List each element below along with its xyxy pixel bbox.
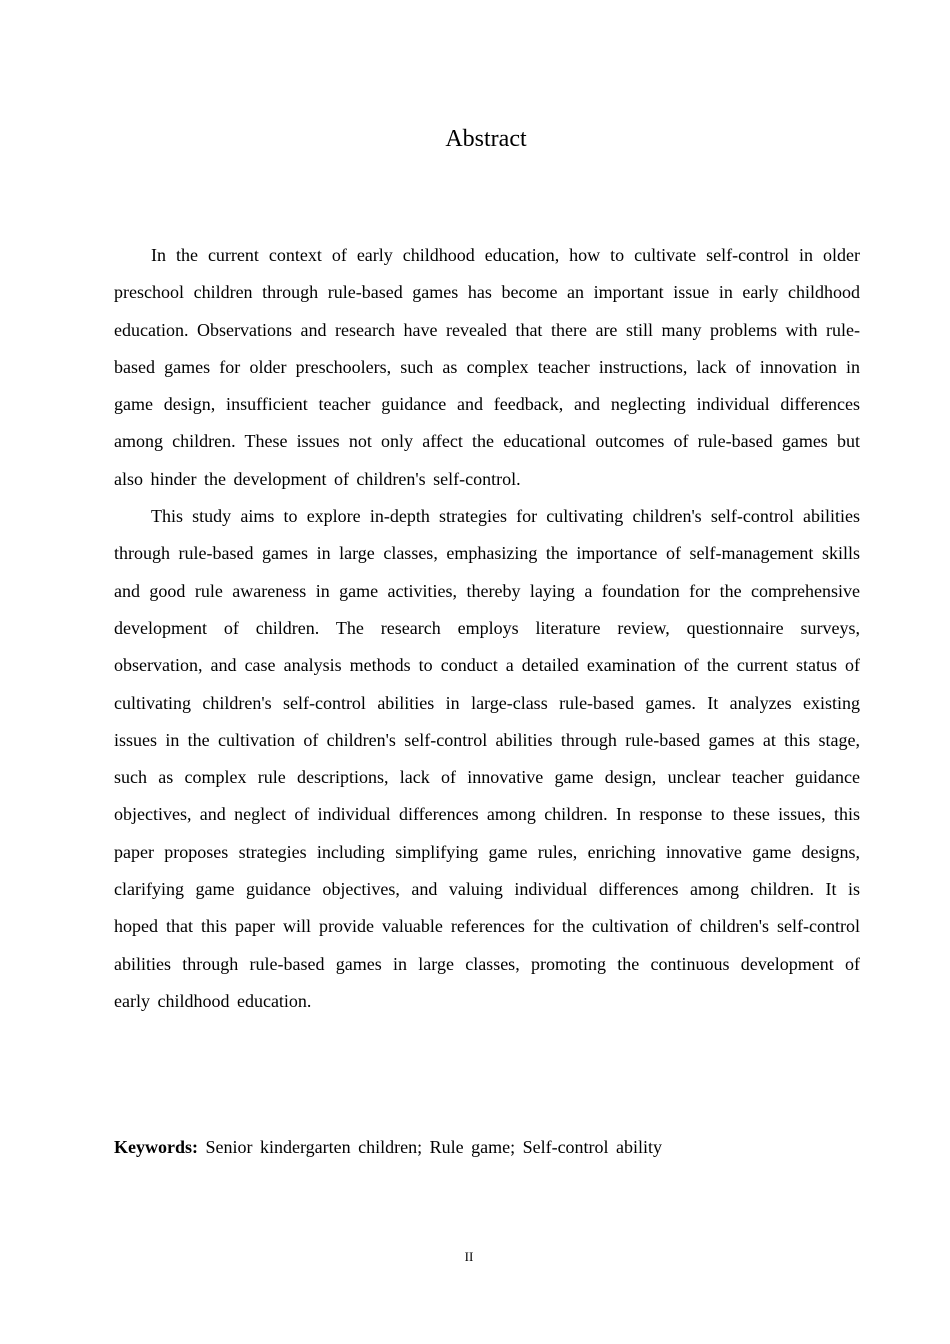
abstract-title: Abstract (445, 126, 527, 152)
abstract-body (114, 237, 860, 1020)
page-number: II (464, 1249, 474, 1264)
keywords-line (114, 1133, 860, 1161)
abstract-paragraph-2: This study aims to explore in-depth strategies for cultivating children's self-control abilities through rule-based games in large classes, emphasizing the importance of self-management skills and good rule awareness in game activities, thereby laying a foundation for the comprehensive development of children. The research employs literature review, questionnaire surveys, observation, and case analysis methods to conduct a detailed examination of the current status of cultivating children's self-control abilities in large-class rule-based games. It analyzes existing issues in the cultivation of children's self-control abilities through rule-based games at this stage, such as complex rule descriptions, lack of innovative game design, unclear teacher guidance objectives, and neglect of individual differences among children. In response to these issues, this paper proposes strategies including simplifying game rules, enriching innovative game designs, clarifying game guidance objectives, and valuing individual differences among children. It is hoped that this paper will provide valuable references for the cultivation of children's self-control abilities through rule-based games in large classes, promoting the continuous development of early childhood education. (114, 506, 860, 1011)
keywords-label: Keywords: (114, 1137, 198, 1157)
abstract-paragraph-1: In the current context of early childhood education, how to cultivate self-control in older preschool children through rule-based games has become an important issue in early childhood education. Observations and research have revealed that there are still many problems with rule-based games for older preschoolers, such as complex teacher instructions, lack of innovation in game design, insufficient teacher guidance and feedback, and neglecting individual differences among children. These issues not only affect the educational outcomes of rule-based games but also hinder the development of children's self-control. (114, 245, 860, 489)
keywords-text: Senior kindergarten children; Rule game; Self-control ability (205, 1137, 663, 1157)
